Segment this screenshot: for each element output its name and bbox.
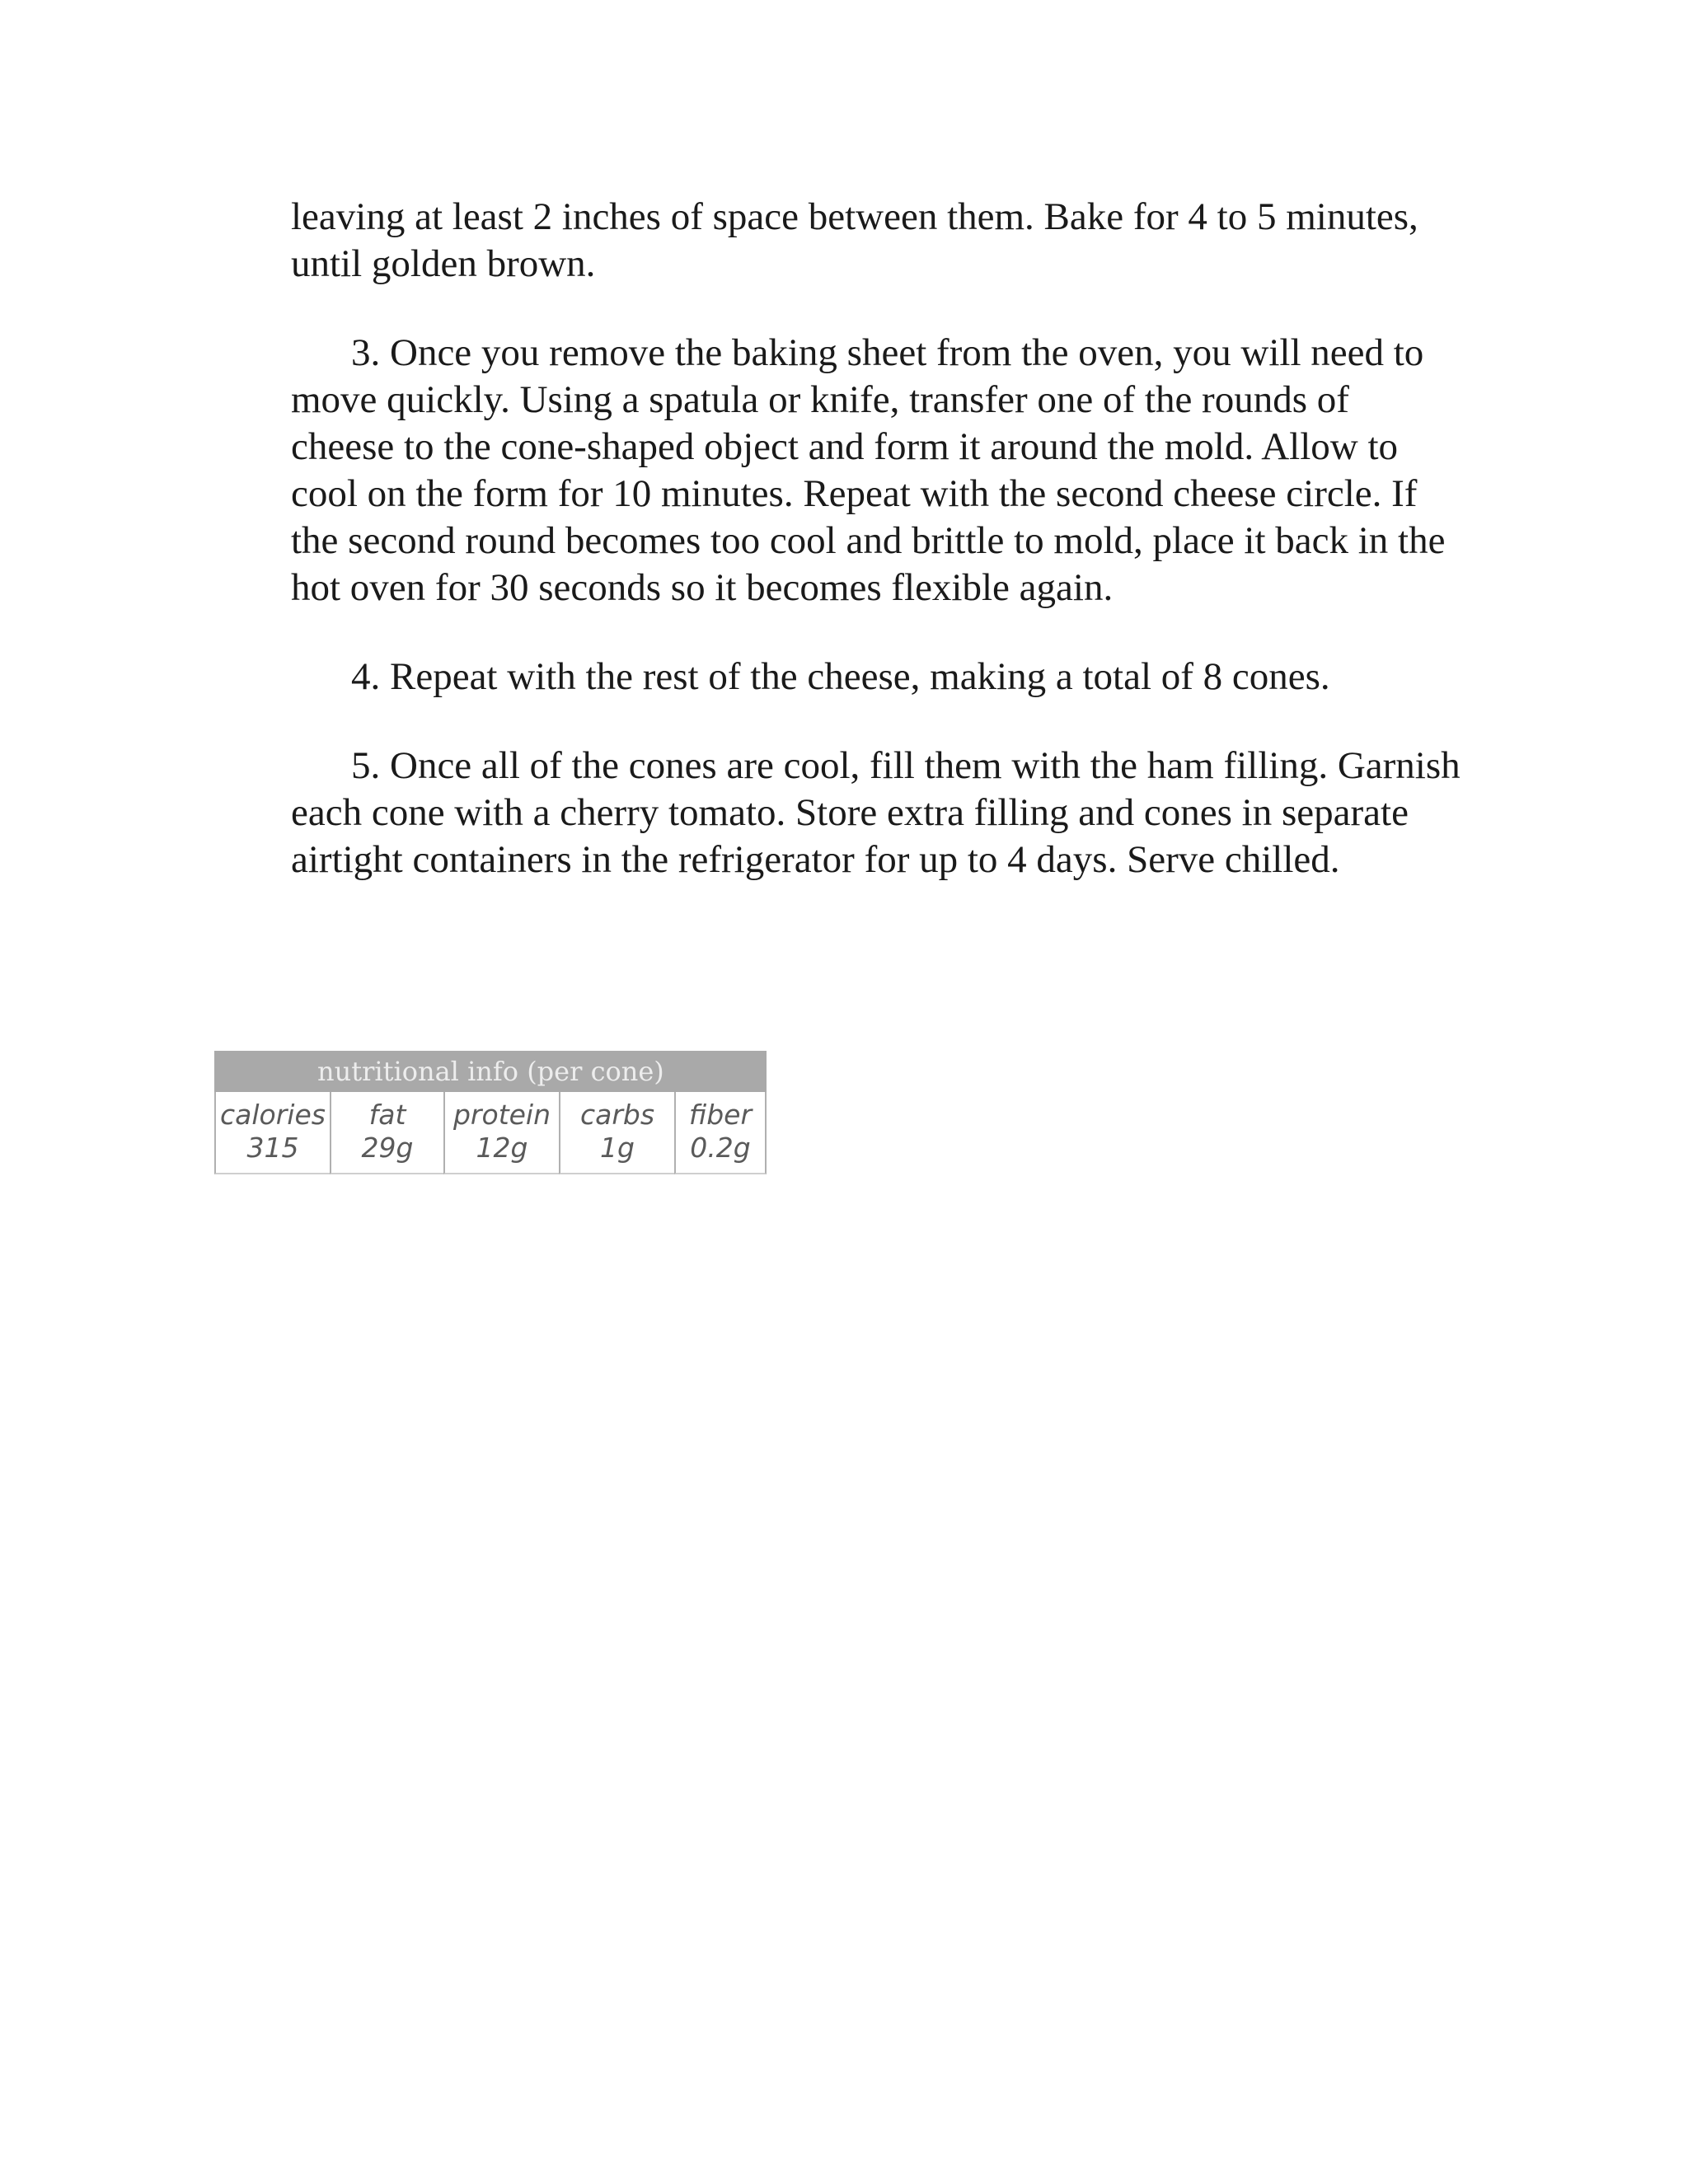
nutrition-header: nutritional info (per cone): [214, 1051, 767, 1092]
nutrition-cell-carbs: [559, 1092, 674, 1174]
nutrition-value: 29g: [361, 1132, 414, 1164]
nutrition-value: 1g: [600, 1132, 635, 1164]
recipe-instructions: [291, 194, 1461, 926]
nutrition-value: 12g: [476, 1132, 528, 1164]
instruction-paragraph-continued: leaving at least 2 inches of space between them. Bake for 4 to 5 minutes, until golden brown.: [291, 195, 1418, 285]
nutrition-value: 315: [246, 1132, 299, 1164]
nutrition-cell-protein: [443, 1092, 559, 1174]
nutrition-grid: [214, 1092, 767, 1174]
instruction-step-4: 4. Repeat with the rest of the cheese, making a total of 8 cones.: [351, 655, 1330, 698]
nutrition-label: calories: [220, 1099, 326, 1131]
instruction-step-3: 3. Once you remove the baking sheet from the oven, you will need to move quickly. Using a spatula or knife, transfer one of the rounds of cheese to the cone-shaped object and form it around the mold. Allow to cool on the form for 10 minutes. Repeat with the second cheese circle. If the second round becomes too cool and brittle to mold, place it back in the hot oven for 30 seconds so it becomes flexible again.: [291, 331, 1446, 609]
nutrition-label: fat: [368, 1099, 406, 1131]
nutrition-label: protein: [452, 1099, 551, 1131]
nutrition-cell-fiber: [674, 1092, 767, 1174]
nutrition-value: 0.2g: [690, 1132, 751, 1164]
nutrition-cell-calories: [214, 1092, 330, 1174]
nutrition-cell-fat: [330, 1092, 443, 1174]
nutrition-label: fiber: [688, 1099, 753, 1131]
nutrition-label: carbs: [579, 1099, 655, 1131]
instruction-step-5: 5. Once all of the cones are cool, fill them with the ham filling. Garnish each cone with a cherry tomato. Store extra filling and cones in separate airtight containers in the refrigerator for up to 4 days. Serve chilled.: [291, 744, 1461, 881]
nutrition-info-box: [214, 1051, 767, 1174]
